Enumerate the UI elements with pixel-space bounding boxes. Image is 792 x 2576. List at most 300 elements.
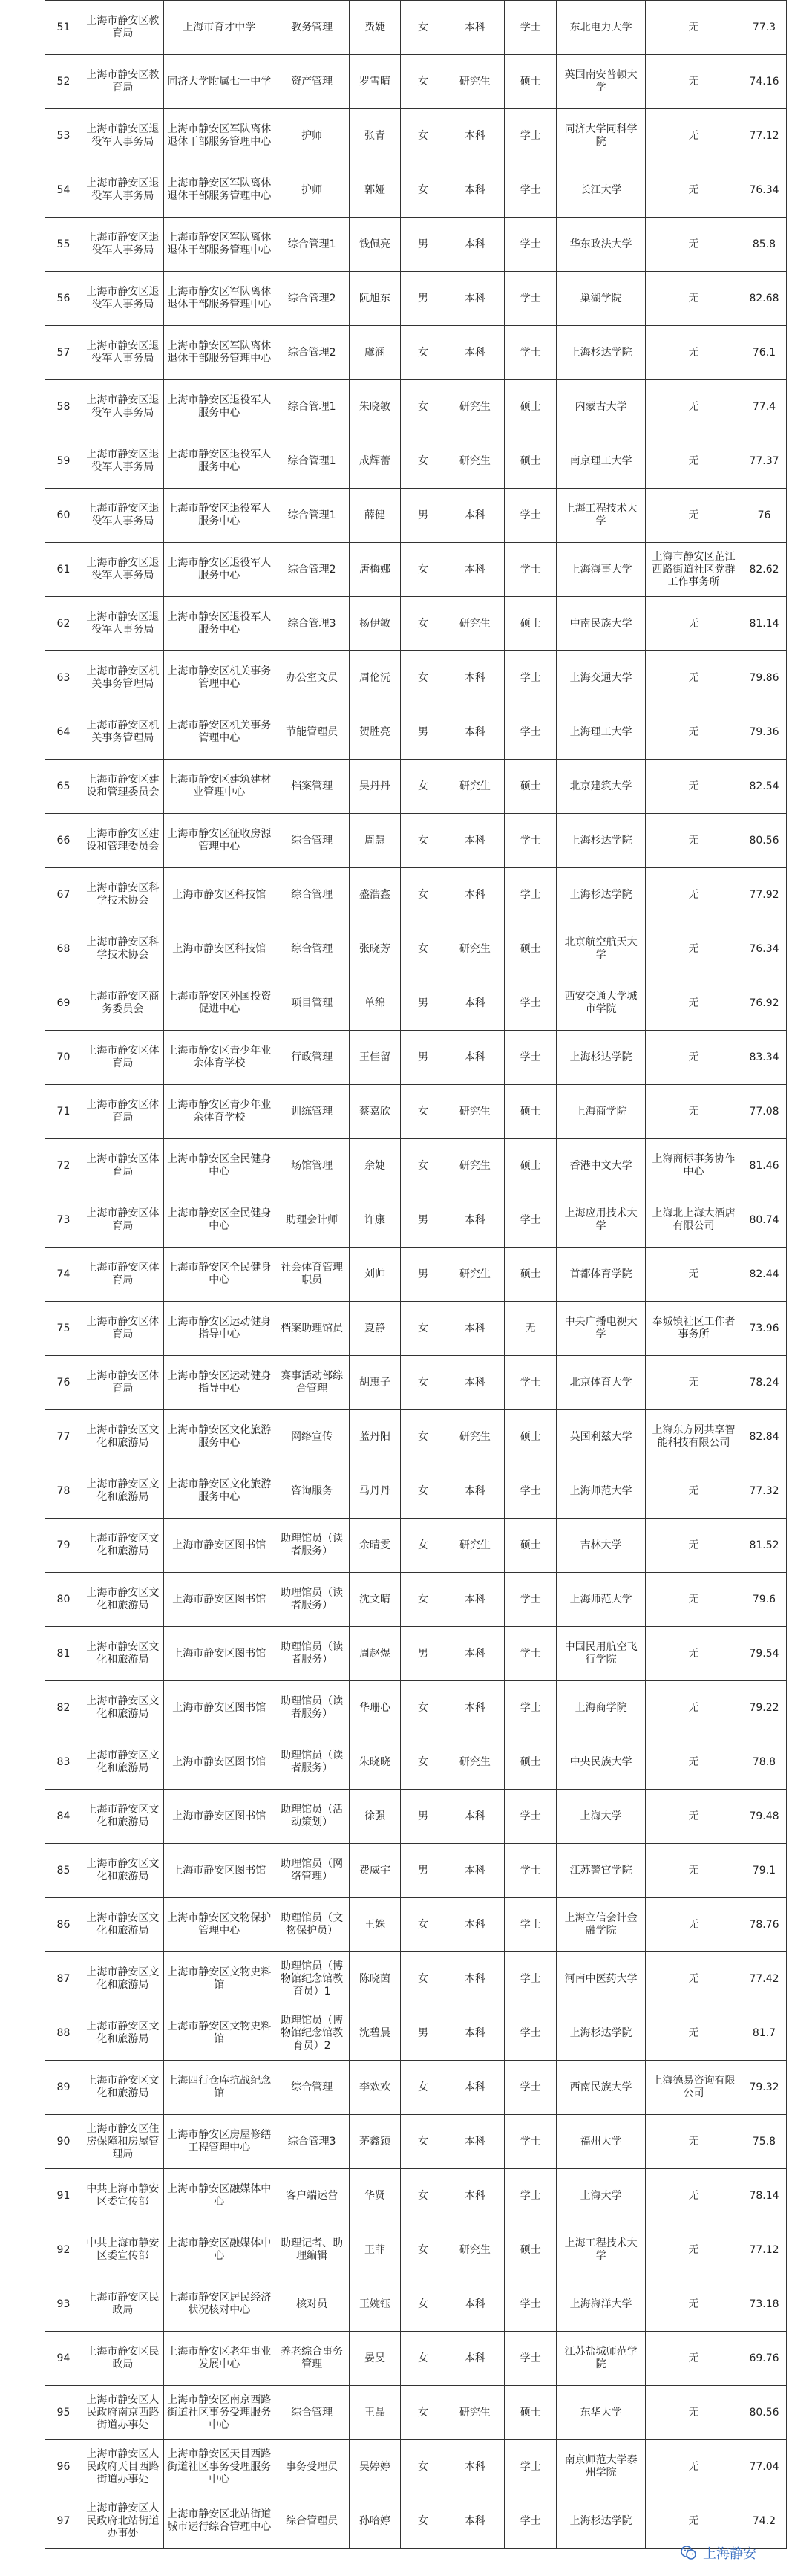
cell-work: 无 [646, 1031, 742, 1085]
table-row [45, 434, 787, 489]
cell-school: 上海杉达学院 [557, 326, 646, 380]
cell-name: 余晴雯 [349, 1519, 401, 1573]
cell-degree: 硕士 [505, 1139, 557, 1193]
cell-degree: 学士 [505, 2115, 557, 2169]
cell-school: 中央广播电视大学 [557, 1302, 646, 1356]
table-row [45, 2061, 787, 2115]
cell-edu: 本科 [445, 2440, 505, 2494]
cell-dept: 上海市静安区文化和旅游局 [82, 1410, 163, 1464]
cell-name: 王佳留 [349, 1031, 401, 1085]
cell-post: 行政管理 [275, 1031, 349, 1085]
cell-no: 54 [45, 163, 82, 218]
cell-post: 养老综合事务管理 [275, 2332, 349, 2386]
cell-work: 无 [646, 1, 742, 55]
cell-work: 无 [646, 2169, 742, 2223]
cell-sex: 女 [401, 2115, 445, 2169]
cell-work: 上海东方网共享智能科技有限公司 [646, 1410, 742, 1464]
table-row [45, 2277, 787, 2332]
cell-post: 综合管理 [275, 868, 349, 922]
cell-sex: 女 [401, 1410, 445, 1464]
table-row [45, 597, 787, 651]
table-row [45, 1248, 787, 1302]
cell-edu: 本科 [445, 1952, 505, 2006]
cell-no: 67 [45, 868, 82, 922]
cell-name: 单绵 [349, 976, 401, 1031]
cell-score: 81.7 [742, 2006, 786, 2061]
cell-no: 58 [45, 380, 82, 434]
cell-score: 76.1 [742, 326, 786, 380]
cell-score: 73.96 [742, 1302, 786, 1356]
cell-degree: 学士 [505, 1, 557, 55]
cell-unit: 上海市静安区文物史料馆 [163, 2006, 275, 2061]
cell-school: 首都体育学院 [557, 1248, 646, 1302]
cell-work: 无 [646, 272, 742, 326]
cell-name: 蓝丹阳 [349, 1410, 401, 1464]
cell-school: 中南民族大学 [557, 597, 646, 651]
cell-unit: 上海市静安区军队离休退休干部服务管理中心 [163, 163, 275, 218]
cell-name: 沈碧晨 [349, 2006, 401, 2061]
cell-name: 刘帅 [349, 1248, 401, 1302]
cell-name: 周伦沅 [349, 651, 401, 705]
cell-school: 上海应用技术大学 [557, 1193, 646, 1248]
wechat-icon [679, 2543, 698, 2563]
cell-unit: 上海市静安区文物史料馆 [163, 1952, 275, 2006]
cell-name: 阮旭东 [349, 272, 401, 326]
cell-no: 84 [45, 1790, 82, 1844]
cell-dept: 上海市静安区科学技术协会 [82, 868, 163, 922]
cell-unit: 上海市静安区军队离休退休干部服务管理中心 [163, 272, 275, 326]
cell-unit: 上海市静安区南京西路街道社区事务受理服务中心 [163, 2386, 275, 2440]
table-row [45, 1519, 787, 1573]
table-row [45, 976, 787, 1031]
cell-name: 贺胜亮 [349, 705, 401, 760]
cell-degree: 学士 [505, 543, 557, 597]
cell-name: 虞涵 [349, 326, 401, 380]
cell-name: 王菲 [349, 2223, 401, 2277]
cell-score: 73.18 [742, 2277, 786, 2332]
cell-post: 社会体育管理职员 [275, 1248, 349, 1302]
cell-unit: 上海市育才中学 [163, 1, 275, 55]
table-row [45, 2115, 787, 2169]
cell-no: 60 [45, 489, 82, 543]
cell-degree: 学士 [505, 2494, 557, 2549]
cell-edu: 本科 [445, 2332, 505, 2386]
cell-dept: 上海市静安区退役军人事务局 [82, 272, 163, 326]
cell-post: 综合管理1 [275, 434, 349, 489]
cell-sex: 女 [401, 2223, 445, 2277]
cell-unit: 上海市静安区退役军人服务中心 [163, 489, 275, 543]
cell-no: 51 [45, 1, 82, 55]
cell-dept: 上海市静安区退役军人事务局 [82, 109, 163, 163]
cell-work: 无 [646, 868, 742, 922]
cell-score: 80.56 [742, 2386, 786, 2440]
table-row [45, 2440, 787, 2494]
cell-edu: 研究生 [445, 1410, 505, 1464]
cell-edu: 本科 [445, 814, 505, 868]
table-row [45, 1031, 787, 1085]
cell-no: 97 [45, 2494, 82, 2549]
cell-edu: 本科 [445, 1681, 505, 1735]
cell-school: 吉林大学 [557, 1519, 646, 1573]
cell-school: 上海商学院 [557, 1681, 646, 1735]
cell-no: 90 [45, 2115, 82, 2169]
cell-work: 无 [646, 651, 742, 705]
cell-dept: 上海市静安区民政局 [82, 2332, 163, 2386]
cell-degree: 学士 [505, 326, 557, 380]
table-row [45, 1302, 787, 1356]
table-row [45, 489, 787, 543]
cell-score: 82.84 [742, 1410, 786, 1464]
cell-unit: 上海市静安区全民健身中心 [163, 1248, 275, 1302]
table-row [45, 1790, 787, 1844]
footer-watermark [679, 2543, 756, 2563]
cell-dept: 上海市静安区退役军人事务局 [82, 489, 163, 543]
cell-sex: 女 [401, 55, 445, 109]
cell-name: 王婉钰 [349, 2277, 401, 2332]
cell-unit: 上海市静安区居民经济状况核对中心 [163, 2277, 275, 2332]
cell-no: 52 [45, 55, 82, 109]
cell-unit: 上海市静安区融媒体中心 [163, 2169, 275, 2223]
cell-school: 南京理工大学 [557, 434, 646, 489]
table-row [45, 2494, 787, 2549]
cell-unit: 上海市静安区老年事业发展中心 [163, 2332, 275, 2386]
footer-label: 上海静安 [703, 2546, 756, 2562]
table-row [45, 380, 787, 434]
cell-degree: 学士 [505, 1573, 557, 1627]
cell-school: 英国利兹大学 [557, 1410, 646, 1464]
cell-degree: 学士 [505, 109, 557, 163]
cell-no: 83 [45, 1735, 82, 1790]
cell-dept: 上海市静安区文化和旅游局 [82, 1627, 163, 1681]
table-row [45, 1139, 787, 1193]
cell-unit: 上海市静安区运动健身指导中心 [163, 1356, 275, 1410]
cell-sex: 女 [401, 1519, 445, 1573]
cell-edu: 本科 [445, 1193, 505, 1248]
cell-work: 无 [646, 1898, 742, 1952]
cell-unit: 上海市静安区房屋修缮工程管理中心 [163, 2115, 275, 2169]
cell-sex: 女 [401, 760, 445, 814]
cell-sex: 女 [401, 326, 445, 380]
cell-name: 茅鑫颖 [349, 2115, 401, 2169]
cell-name: 唐梅娜 [349, 543, 401, 597]
cell-dept: 上海市静安区文化和旅游局 [82, 1573, 163, 1627]
cell-score: 77.92 [742, 868, 786, 922]
cell-sex: 女 [401, 1681, 445, 1735]
cell-name: 余婕 [349, 1139, 401, 1193]
cell-dept: 上海市静安区文化和旅游局 [82, 1464, 163, 1519]
cell-post: 综合管理2 [275, 326, 349, 380]
cell-post: 赛事活动部综合管理 [275, 1356, 349, 1410]
cell-school: 上海海事大学 [557, 543, 646, 597]
cell-dept: 上海市静安区体育局 [82, 1248, 163, 1302]
cell-school: 巢湖学院 [557, 272, 646, 326]
cell-no: 55 [45, 218, 82, 272]
cell-sex: 女 [401, 1085, 445, 1139]
cell-name: 陈晓茵 [349, 1952, 401, 2006]
cell-dept: 上海市静安区退役军人事务局 [82, 326, 163, 380]
cell-dept: 上海市静安区体育局 [82, 1031, 163, 1085]
cell-school: 北京体育大学 [557, 1356, 646, 1410]
cell-sex: 女 [401, 1952, 445, 2006]
cell-work: 无 [646, 109, 742, 163]
cell-unit: 上海市静安区运动健身指导中心 [163, 1302, 275, 1356]
cell-no: 73 [45, 1193, 82, 1248]
cell-edu: 本科 [445, 868, 505, 922]
cell-post: 综合管理1 [275, 489, 349, 543]
table-row [45, 1356, 787, 1410]
cell-sex: 男 [401, 976, 445, 1031]
cell-unit: 上海市静安区图书馆 [163, 1681, 275, 1735]
cell-degree: 硕士 [505, 55, 557, 109]
cell-school: 香港中文大学 [557, 1139, 646, 1193]
cell-no: 89 [45, 2061, 82, 2115]
cell-no: 71 [45, 1085, 82, 1139]
cell-score: 76.34 [742, 163, 786, 218]
cell-work: 无 [646, 1844, 742, 1898]
cell-school: 上海杉达学院 [557, 814, 646, 868]
table-row [45, 1627, 787, 1681]
cell-sex: 女 [401, 2169, 445, 2223]
cell-sex: 女 [401, 814, 445, 868]
cell-sex: 男 [401, 1844, 445, 1898]
cell-name: 沈文晴 [349, 1573, 401, 1627]
cell-edu: 本科 [445, 1898, 505, 1952]
cell-edu: 研究生 [445, 380, 505, 434]
cell-edu: 本科 [445, 326, 505, 380]
cell-work: 无 [646, 1248, 742, 1302]
cell-school: 上海大学 [557, 2169, 646, 2223]
cell-edu: 本科 [445, 2061, 505, 2115]
cell-sex: 女 [401, 651, 445, 705]
cell-score: 80.56 [742, 814, 786, 868]
cell-post: 综合管理3 [275, 2115, 349, 2169]
cell-sex: 男 [401, 2006, 445, 2061]
cell-post: 节能管理员 [275, 705, 349, 760]
cell-post: 训练管理 [275, 1085, 349, 1139]
cell-degree: 学士 [505, 163, 557, 218]
cell-edu: 本科 [445, 1356, 505, 1410]
cell-school: 上海杉达学院 [557, 868, 646, 922]
cell-post: 助理馆员（网络管理） [275, 1844, 349, 1898]
cell-dept: 中共上海市静安区委宣传部 [82, 2169, 163, 2223]
cell-post: 事务受理员 [275, 2440, 349, 2494]
cell-sex: 男 [401, 1031, 445, 1085]
cell-dept: 上海市静安区教育局 [82, 55, 163, 109]
cell-edu: 本科 [445, 1844, 505, 1898]
cell-degree: 学士 [505, 1844, 557, 1898]
cell-score: 78.24 [742, 1356, 786, 1410]
cell-school: 上海理工大学 [557, 705, 646, 760]
cell-dept: 上海市静安区建设和管理委员会 [82, 814, 163, 868]
cell-score: 77.3 [742, 1, 786, 55]
cell-score: 79.36 [742, 705, 786, 760]
cell-score: 83.34 [742, 1031, 786, 1085]
cell-sex: 男 [401, 1627, 445, 1681]
cell-unit: 上海市静安区全民健身中心 [163, 1193, 275, 1248]
cell-sex: 女 [401, 868, 445, 922]
cell-post: 助理馆员（读者服务） [275, 1735, 349, 1790]
cell-sex: 女 [401, 922, 445, 976]
cell-school: 上海杉达学院 [557, 2494, 646, 2549]
table-row [45, 1735, 787, 1790]
cell-work: 无 [646, 1573, 742, 1627]
table-row [45, 1898, 787, 1952]
cell-no: 61 [45, 543, 82, 597]
cell-sex: 女 [401, 163, 445, 218]
table-row [45, 1410, 787, 1464]
cell-score: 77.12 [742, 109, 786, 163]
cell-degree: 硕士 [505, 1410, 557, 1464]
cell-post: 综合管理1 [275, 218, 349, 272]
cell-no: 77 [45, 1410, 82, 1464]
cell-score: 77.04 [742, 2440, 786, 2494]
cell-edu: 研究生 [445, 760, 505, 814]
cell-score: 79.32 [742, 2061, 786, 2115]
cell-no: 82 [45, 1681, 82, 1735]
cell-unit: 上海市静安区机关事务管理中心 [163, 651, 275, 705]
cell-sex: 男 [401, 1248, 445, 1302]
cell-school: 上海立信会计金融学院 [557, 1898, 646, 1952]
cell-school: 内蒙古大学 [557, 380, 646, 434]
cell-work: 无 [646, 55, 742, 109]
cell-name: 张晓芳 [349, 922, 401, 976]
cell-no: 78 [45, 1464, 82, 1519]
cell-school: 上海大学 [557, 1790, 646, 1844]
cell-dept: 上海市静安区文化和旅游局 [82, 1519, 163, 1573]
cell-edu: 本科 [445, 1031, 505, 1085]
cell-dept: 中共上海市静安区委宣传部 [82, 2223, 163, 2277]
cell-edu: 本科 [445, 1302, 505, 1356]
cell-name: 费威宇 [349, 1844, 401, 1898]
cell-school: 华东政法大学 [557, 218, 646, 272]
table-row [45, 922, 787, 976]
table-row [45, 55, 787, 109]
cell-unit: 上海市静安区机关事务管理中心 [163, 705, 275, 760]
cell-degree: 硕士 [505, 380, 557, 434]
cell-post: 综合管理员 [275, 2494, 349, 2549]
cell-unit: 上海市静安区天目西路街道社区事务受理服务中心 [163, 2440, 275, 2494]
cell-post: 护师 [275, 163, 349, 218]
cell-work: 无 [646, 597, 742, 651]
cell-work: 无 [646, 2115, 742, 2169]
cell-no: 81 [45, 1627, 82, 1681]
cell-dept: 上海市静安区体育局 [82, 1085, 163, 1139]
cell-unit: 上海市静安区科技馆 [163, 868, 275, 922]
cell-sex: 男 [401, 1790, 445, 1844]
cell-dept: 上海市静安区体育局 [82, 1139, 163, 1193]
cell-no: 79 [45, 1519, 82, 1573]
cell-sex: 女 [401, 1735, 445, 1790]
cell-sex: 女 [401, 1356, 445, 1410]
cell-work: 无 [646, 1356, 742, 1410]
cell-edu: 本科 [445, 109, 505, 163]
cell-edu: 研究生 [445, 1139, 505, 1193]
cell-degree: 学士 [505, 2006, 557, 2061]
table-row [45, 218, 787, 272]
cell-dept: 上海市静安区建设和管理委员会 [82, 760, 163, 814]
cell-school: 河南中医药大学 [557, 1952, 646, 2006]
cell-post: 项目管理 [275, 976, 349, 1031]
cell-edu: 本科 [445, 489, 505, 543]
cell-school: 福州大学 [557, 2115, 646, 2169]
cell-post: 综合管理2 [275, 272, 349, 326]
cell-name: 费婕 [349, 1, 401, 55]
cell-school: 中央民族大学 [557, 1735, 646, 1790]
cell-school: 上海海洋大学 [557, 2277, 646, 2332]
cell-work: 无 [646, 380, 742, 434]
cell-score: 77.37 [742, 434, 786, 489]
cell-edu: 研究生 [445, 55, 505, 109]
cell-unit: 上海市静安区征收房源管理中心 [163, 814, 275, 868]
cell-edu: 研究生 [445, 1519, 505, 1573]
cell-work: 无 [646, 1085, 742, 1139]
cell-unit: 上海市静安区图书馆 [163, 1519, 275, 1573]
cell-dept: 上海市静安区文化和旅游局 [82, 2061, 163, 2115]
cell-name: 吴丹丹 [349, 760, 401, 814]
cell-dept: 上海市静安区机关事务管理局 [82, 651, 163, 705]
cell-unit: 上海市静安区青少年业余体育学校 [163, 1031, 275, 1085]
cell-unit: 上海市静安区图书馆 [163, 1573, 275, 1627]
cell-edu: 研究生 [445, 2223, 505, 2277]
cell-degree: 硕士 [505, 1085, 557, 1139]
cell-name: 华珊心 [349, 1681, 401, 1735]
cell-score: 82.68 [742, 272, 786, 326]
cell-unit: 同济大学附属七一中学 [163, 55, 275, 109]
cell-dept: 上海市静安区商务委员会 [82, 976, 163, 1031]
cell-sex: 女 [401, 1573, 445, 1627]
cell-post: 档案助理馆员 [275, 1302, 349, 1356]
cell-degree: 学士 [505, 651, 557, 705]
cell-edu: 本科 [445, 218, 505, 272]
cell-school: 上海工程技术大学 [557, 489, 646, 543]
cell-no: 68 [45, 922, 82, 976]
results-table [45, 0, 787, 2549]
cell-name: 李欢欢 [349, 2061, 401, 2115]
cell-school: 上海交通大学 [557, 651, 646, 705]
cell-dept: 上海市静安区教育局 [82, 1, 163, 55]
cell-edu: 本科 [445, 976, 505, 1031]
cell-dept: 上海市静安区人民政府天目西路街道办事处 [82, 2440, 163, 2494]
cell-score: 82.62 [742, 543, 786, 597]
cell-degree: 学士 [505, 272, 557, 326]
cell-score: 77.32 [742, 1464, 786, 1519]
cell-dept: 上海市静安区退役军人事务局 [82, 163, 163, 218]
cell-unit: 上海市静安区科技馆 [163, 922, 275, 976]
cell-work: 无 [646, 705, 742, 760]
cell-sex: 女 [401, 434, 445, 489]
cell-degree: 学士 [505, 2061, 557, 2115]
cell-post: 教务管理 [275, 1, 349, 55]
cell-no: 72 [45, 1139, 82, 1193]
cell-unit: 上海四行仓库抗战纪念馆 [163, 2061, 275, 2115]
cell-work: 无 [646, 1519, 742, 1573]
cell-name: 夏静 [349, 1302, 401, 1356]
cell-score: 82.44 [742, 1248, 786, 1302]
cell-degree: 学士 [505, 868, 557, 922]
table-row [45, 272, 787, 326]
cell-work: 无 [646, 976, 742, 1031]
cell-unit: 上海市静安区文物保护管理中心 [163, 1898, 275, 1952]
table-row [45, 2386, 787, 2440]
cell-no: 94 [45, 2332, 82, 2386]
table-row [45, 1085, 787, 1139]
cell-edu: 本科 [445, 543, 505, 597]
cell-score: 78.76 [742, 1898, 786, 1952]
cell-work: 无 [646, 1681, 742, 1735]
cell-no: 93 [45, 2277, 82, 2332]
cell-post: 综合管理 [275, 922, 349, 976]
cell-unit: 上海市静安区青少年业余体育学校 [163, 1085, 275, 1139]
